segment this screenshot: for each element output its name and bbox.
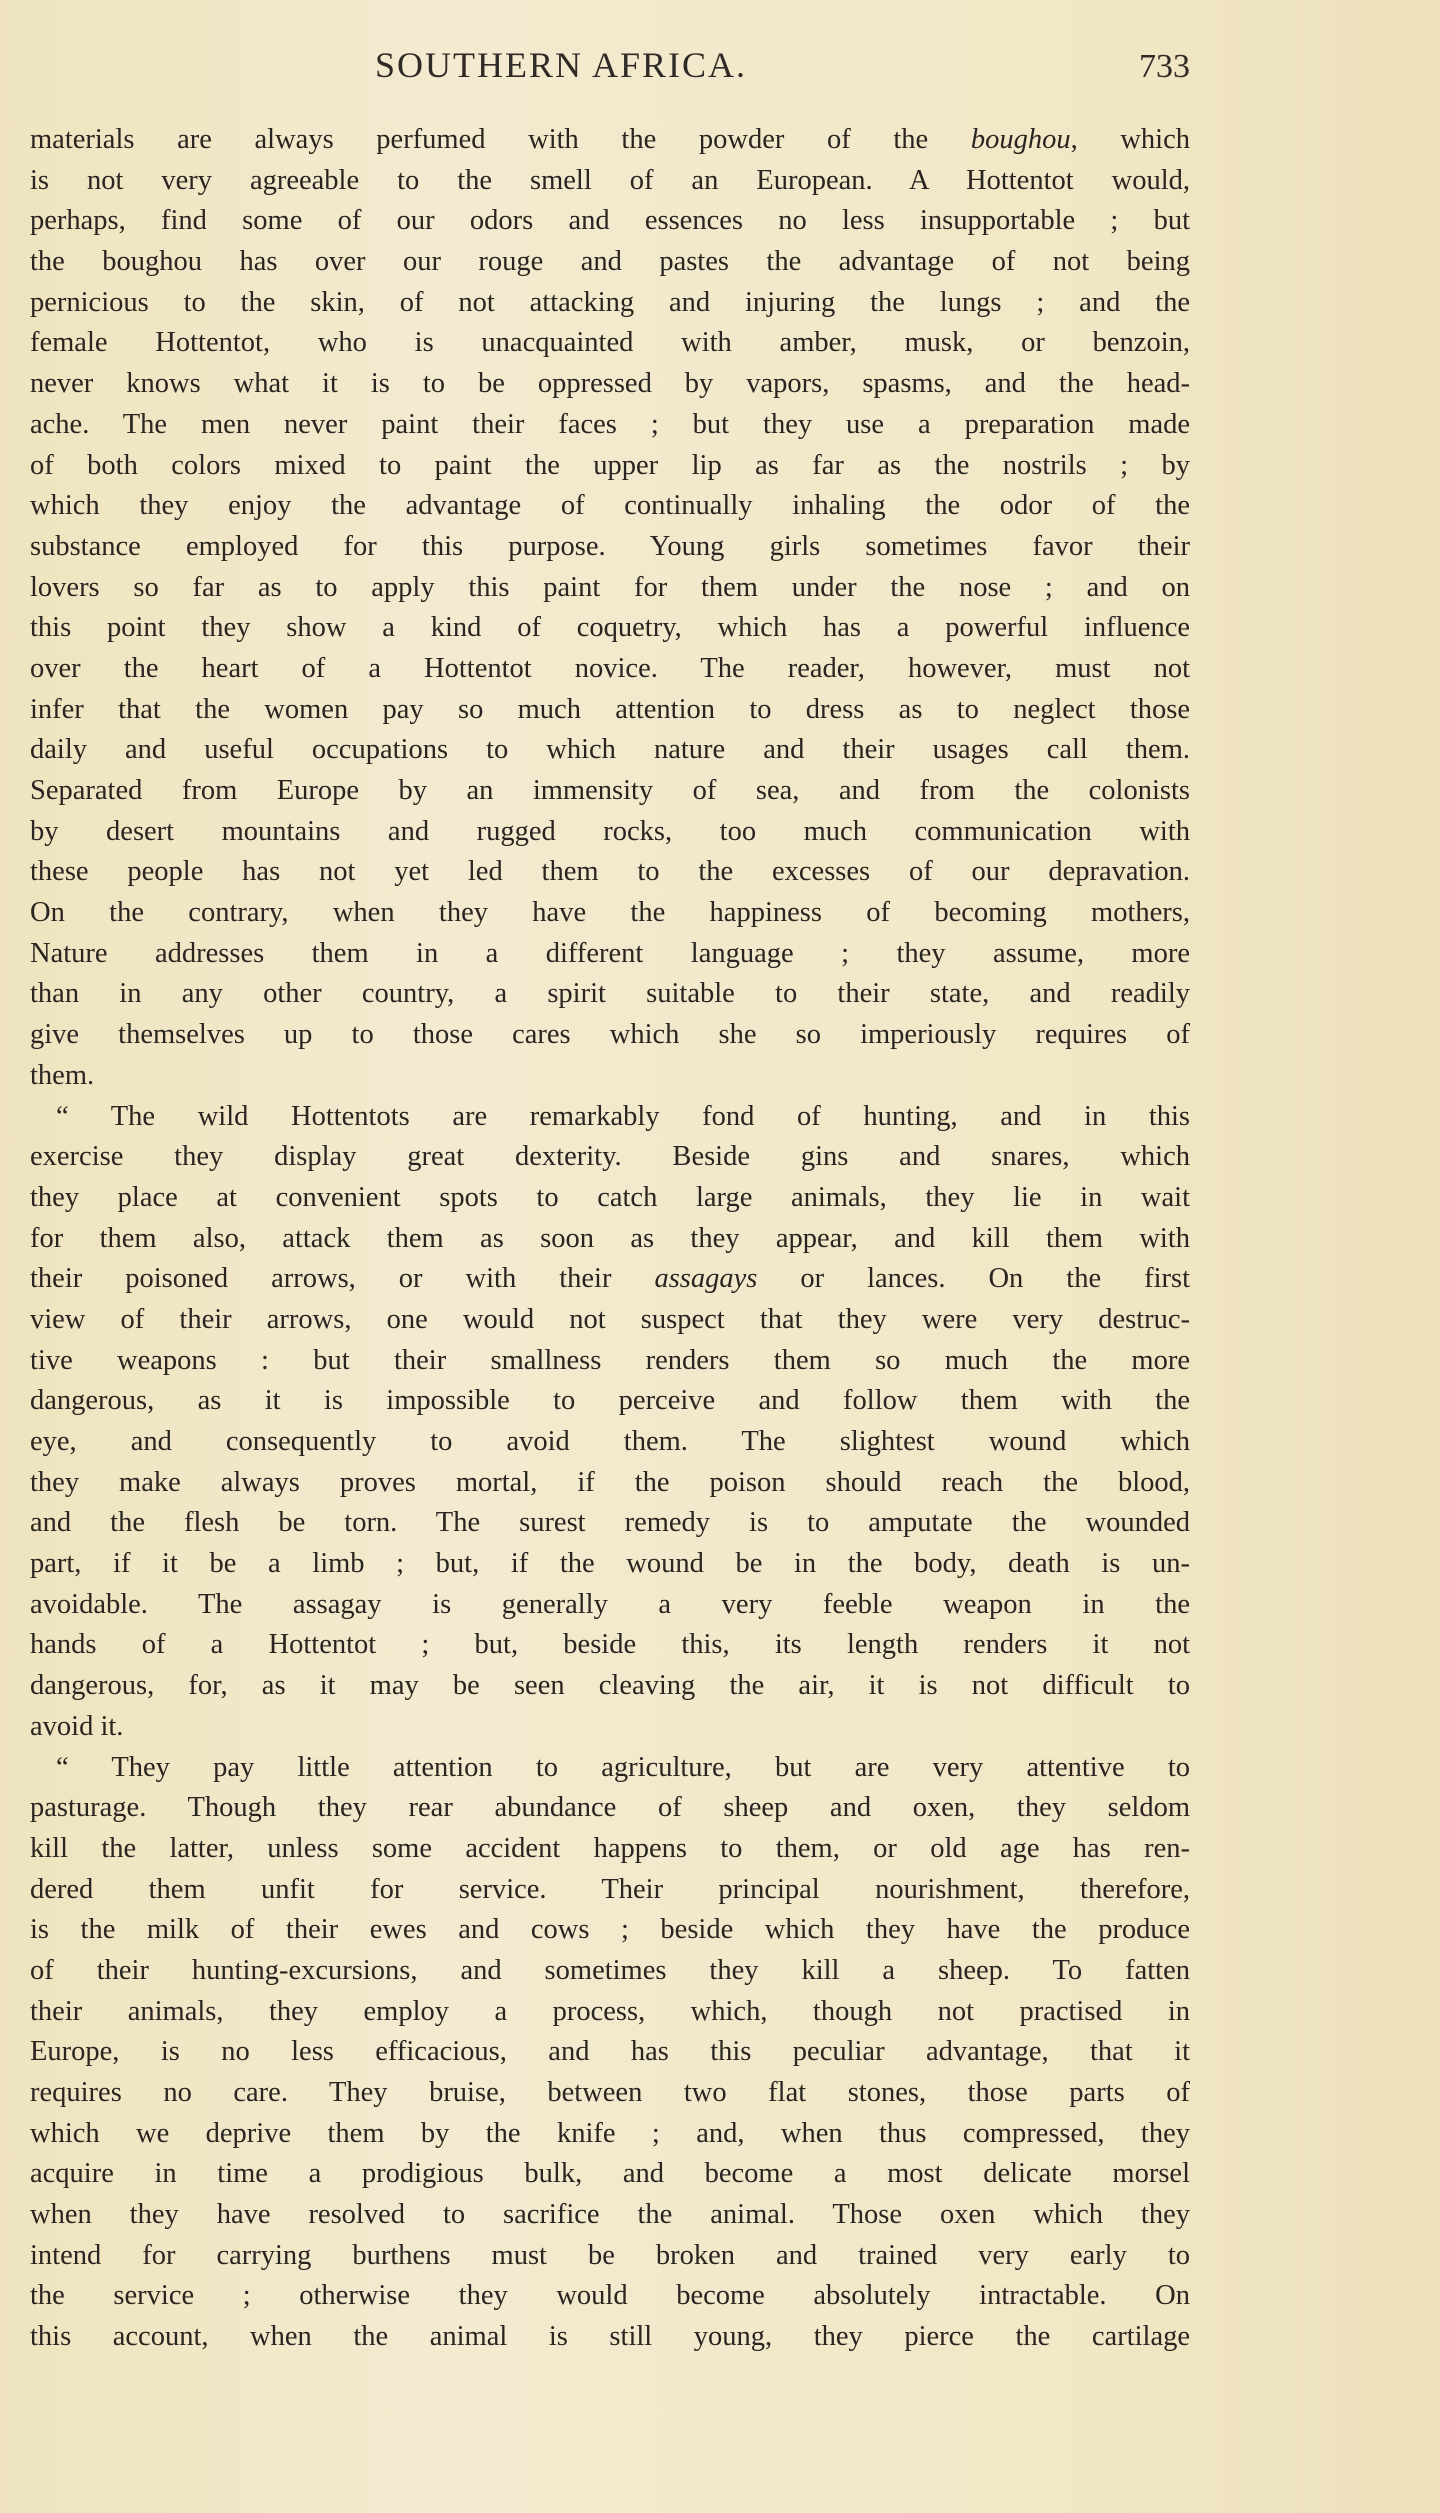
text-line — [30, 771, 1190, 812]
text-line — [30, 1503, 1190, 1544]
text-line — [30, 1544, 1190, 1585]
line-text: Europe, is no less efficacious, and has this peculiar advantage, that it — [30, 2036, 1190, 2068]
line-text: which they enjoy the advantage of continually inhaling the odor of the — [30, 490, 1190, 522]
text-line — [30, 974, 1190, 1015]
line-text-continued: , which — [1070, 124, 1190, 155]
line-text-continued: or lances. On the first — [757, 1263, 1190, 1295]
text-line — [30, 1097, 1190, 1138]
line-text: kill the latter, unless some accident happens to them, or old age has ren- — [30, 1832, 1190, 1864]
text-line — [30, 486, 1190, 527]
line-text: dered them unfit for service. Their principal nourishment, therefore, — [30, 1873, 1190, 1905]
line-text: daily and useful occupations to which nature and their usages call them. — [30, 734, 1190, 766]
text-line — [30, 405, 1190, 446]
text-line — [30, 649, 1190, 690]
line-text: materials are always perfumed with the powder of the — [30, 124, 971, 155]
line-text: by desert mountains and rugged rocks, too much communication with — [30, 815, 1190, 847]
line-text: “ They pay little attention to agriculture, but are very attentive to — [56, 1751, 1190, 1783]
text-line — [30, 1341, 1190, 1382]
text-line — [30, 1422, 1190, 1463]
text-line — [30, 1056, 1190, 1097]
text-line — [30, 934, 1190, 975]
text-line — [30, 1707, 1190, 1748]
line-text: “ The wild Hottentots are remarkably fond of hunting, and in this — [56, 1100, 1190, 1132]
line-text: dangerous, for, as it may be seen cleaving the air, it is not difficult to — [30, 1670, 1190, 1702]
text-line — [30, 1951, 1190, 1992]
line-text: acquire in time a prodigious bulk, and become a most delicate morsel — [30, 2158, 1190, 2190]
text-line — [30, 2317, 1190, 2358]
line-text: tive weapons : but their smallness renders them so much the more — [30, 1344, 1190, 1376]
text-line — [30, 446, 1190, 487]
text-line — [30, 1015, 1190, 1056]
line-text: hands of a Hottentot ; but, beside this, its length renders it not — [30, 1629, 1190, 1661]
line-text: this account, when the animal is still young, they pierce the cartilage — [30, 2321, 1190, 2353]
line-text: infer that the women pay so much attention to dress as to neglect those — [30, 693, 1190, 725]
line-text: substance employed for this purpose. Young girls sometimes favor their — [30, 530, 1190, 562]
text-line — [30, 2276, 1190, 2317]
text-line — [30, 1137, 1190, 1178]
line-text: lovers so far as to apply this paint for them under the nose ; and on — [30, 571, 1190, 603]
line-text: over the heart of a Hottentot novice. The reader, however, must not — [30, 652, 1190, 684]
line-text: view of their arrows, one would not suspect that they were very destruc- — [30, 1303, 1190, 1335]
text-line — [30, 120, 1190, 161]
line-text: their animals, they employ a process, which, though not practised in — [30, 1995, 1190, 2027]
line-text: eye, and consequently to avoid them. The slightest wound which — [30, 1426, 1190, 1457]
line-text: when they have resolved to sacrifice the animal. Those oxen which they — [30, 2199, 1190, 2231]
body-text — [30, 120, 1190, 2358]
text-line — [30, 690, 1190, 731]
text-line — [30, 1381, 1190, 1422]
line-text: of their hunting-excursions, and sometimes they kill a sheep. To fatten — [30, 1954, 1190, 1986]
text-line — [30, 242, 1190, 283]
text-line — [30, 1748, 1190, 1789]
text-line — [30, 812, 1190, 853]
text-line — [30, 1178, 1190, 1219]
line-text: avoidable. The assagay is generally a very feeble weapon in the — [30, 1588, 1190, 1620]
line-text: Nature addresses them in a different language ; they assume, more — [30, 937, 1190, 969]
text-line — [30, 2032, 1190, 2073]
line-text: is not very agreeable to the smell of an European. A Hottentot would, — [30, 164, 1190, 196]
line-text: the boughou has over our rouge and pastes the advantage of not being — [30, 246, 1190, 278]
line-text: ache. The men never paint their faces ; but they use a preparation made — [30, 408, 1190, 440]
running-title: SOUTHERN AFRICA. — [375, 45, 748, 85]
text-line — [30, 283, 1190, 324]
line-text: them. — [30, 1059, 95, 1091]
text-line — [30, 201, 1190, 242]
text-line — [30, 364, 1190, 405]
line-text: never knows what it is to be oppressed by vapors, spasms, and the head- — [30, 368, 1190, 400]
line-text: which we deprive them by the knife ; and, when thus compressed, they — [30, 2117, 1190, 2149]
line-text: give themselves up to those cares which she so imperiously requires of — [30, 1019, 1190, 1051]
line-text: requires no care. They bruise, between two flat stones, those parts of — [30, 2077, 1190, 2108]
line-text: and the flesh be torn. The surest remedy is to amputate the wounded — [30, 1507, 1190, 1539]
text-line — [30, 608, 1190, 649]
line-text: perhaps, find some of our odors and essences no less insupportable ; but — [30, 205, 1190, 237]
text-line — [30, 1463, 1190, 1504]
text-line — [30, 2154, 1190, 2195]
line-text: avoid it. — [30, 1710, 124, 1742]
line-text: the service ; otherwise they would become absolutely intractable. On — [30, 2280, 1190, 2312]
text-line — [30, 2195, 1190, 2236]
line-text: they make always proves mortal, if the poison should reach the blood, — [30, 1466, 1190, 1498]
text-line — [30, 2073, 1190, 2114]
line-text: their poisoned arrows, or with their — [30, 1263, 655, 1295]
text-line — [30, 1992, 1190, 2033]
line-text: pasturage. Though they rear abundance of sheep and oxen, they seldom — [30, 1792, 1190, 1824]
line-text: these people has not yet led them to the excesses of our depravation. — [30, 856, 1190, 888]
text-line — [30, 1910, 1190, 1951]
line-text: On the contrary, when they have the happiness of becoming mothers, — [30, 897, 1190, 929]
page-header — [30, 44, 1190, 94]
text-line — [30, 852, 1190, 893]
page-number: 733 — [1139, 48, 1190, 85]
text-line — [30, 1259, 1190, 1300]
line-text: part, if it be a limb ; but, if the wound be in the body, death is un- — [30, 1548, 1190, 1580]
line-text: this point they show a kind of coquetry, which has a powerful influence — [30, 612, 1190, 644]
line-text: exercise they display great dexterity. Beside gins and snares, which — [30, 1141, 1190, 1173]
line-text: pernicious to the skin, of not attacking and injuring the lungs ; and the — [30, 286, 1190, 318]
text-line — [30, 1625, 1190, 1666]
text-line — [30, 1870, 1190, 1911]
text-line — [30, 323, 1190, 364]
line-text: female Hottentot, who is unacquainted with amber, musk, or benzoin, — [30, 327, 1190, 359]
line-text: intend for carrying burthens must be broken and trained very early to — [30, 2239, 1190, 2271]
text-line — [30, 2236, 1190, 2277]
line-text: than in any other country, a spirit suitable to their state, and readily — [30, 978, 1190, 1010]
italic-term: boughou — [970, 124, 1071, 155]
line-text: of both colors mixed to paint the upper lip as far as the nostrils ; by — [30, 449, 1190, 481]
text-line — [30, 161, 1190, 202]
text-line — [30, 1666, 1190, 1707]
line-text: dangerous, as it is impossible to perceive and follow them with the — [30, 1385, 1190, 1417]
line-text: they place at convenient spots to catch large animals, they lie in wait — [30, 1181, 1190, 1213]
text-line — [30, 893, 1190, 934]
line-text: Separated from Europe by an immensity of sea, and from the colonists — [30, 775, 1190, 806]
text-line — [30, 1219, 1190, 1260]
text-line — [30, 1829, 1190, 1870]
line-text: for them also, attack them as soon as they appear, and kill them with — [30, 1222, 1190, 1254]
text-line — [30, 1300, 1190, 1341]
text-line — [30, 1585, 1190, 1626]
text-line — [30, 568, 1190, 609]
text-line — [30, 527, 1190, 568]
text-line — [30, 1788, 1190, 1829]
line-text: is the milk of their ewes and cows ; beside which they have the produce — [30, 1914, 1190, 1946]
italic-term: assagays — [654, 1263, 758, 1295]
text-line — [30, 2114, 1190, 2155]
text-line — [30, 730, 1190, 771]
